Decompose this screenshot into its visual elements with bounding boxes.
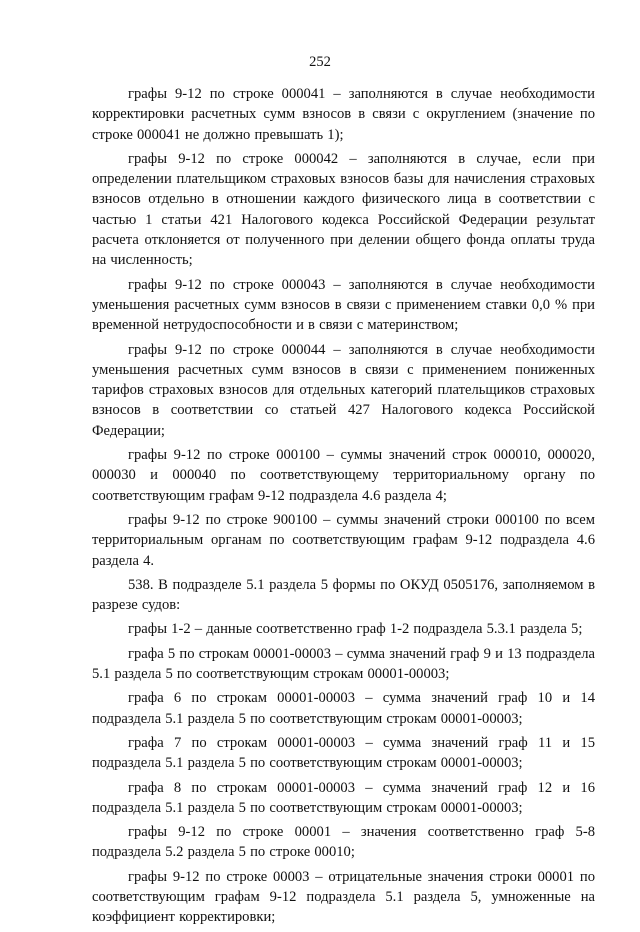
paragraph-columns-1-2: графы 1-2 – данные соответственно граф 1-2 подраздела 5.3.1 раздела 5; xyxy=(128,621,583,638)
paragraph-columns-9-12-row-00003: графы 9-12 по строке 00003 – отрицательные значения строки 00001 по соответствующим графам 9-12 подраздела 5.1 раздела 5, умноженные на коэффициент корректировки; xyxy=(92,868,595,926)
paragraph-000044: графы 9-12 по строке 000044 – заполняются в случае необходимости уменьшения расчетных сумм взносов в связи с применением пониженных тарифов страховых взносов для отдельных категорий плательщиков страховых взносов в соответствии со статьей 427 Налогового кодекса Российской Федерации; xyxy=(92,341,595,439)
paragraph-columns-9-12-row-00001: графы 9-12 по строке 00001 – значения соответственно граф 5-8 подраздела 5.2 раздела 5 по строке 00010; xyxy=(92,824,595,861)
paragraph-000100: графы 9-12 по строке 000100 – суммы значений строк 000010, 000020, 000030 и 000040 по соответствующему территориальному органу по соответствующим графам 9-12 подраздела 4.6 раздела 4; xyxy=(92,447,595,504)
page-number: 252 xyxy=(309,54,331,70)
paragraph-column-8: графа 8 по строкам 00001-00003 – сумма значений граф 12 и 16 подраздела 5.1 раздела 5 по соответствующим строкам 00001-00003; xyxy=(92,779,595,816)
paragraph-000043: графы 9-12 по строке 000043 – заполняются в случае необходимости уменьшения расчетных сумм взносов в связи с применением ставки 0,0 % при временной нетрудоспособности и в связи с материнством; xyxy=(92,276,595,334)
document-body xyxy=(92,84,595,932)
paragraph-column-7: графа 7 по строкам 00001-00003 – сумма значений граф 11 и 15 подраздела 5.1 раздела 5 по соответствующим строкам 00001-00003; xyxy=(92,734,595,772)
paragraph-900100: графы 9-12 по строке 900100 – суммы значений строки 000100 по всем территориальным органам по соответствующим графам 9-12 подраздела 4.6 раздела 4. xyxy=(92,511,595,569)
paragraph-column-5: графа 5 по строкам 00001-00003 – сумма значений граф 9 и 13 подраздела 5.1 раздела 5 по соответствующим строкам 00001-00003; xyxy=(92,645,595,683)
paragraph-000042: графы 9-12 по строке 000042 – заполняются в случае, если при определении плательщиком страховых взносов базы для начисления страховых взносов отдельно в отношении каждого физического лица в соответствии с частью 1 статьи 421 Налогового кодекса Российской Федерации результат расчета отклоняется от полученного при делении общего фонда оплаты труда на численность; xyxy=(92,150,595,269)
paragraph-item-538: 538. В подразделе 5.1 раздела 5 формы по ОКУД 0505176, заполняемом в разрезе судов: xyxy=(92,576,595,614)
paragraph-column-6: графа 6 по строкам 00001-00003 – сумма значений граф 10 и 14 подраздела 5.1 раздела 5 по соответствующим строкам 00001-00003; xyxy=(92,690,595,727)
paragraph-000041: графы 9-12 по строке 000041 – заполняются в случае необходимости корректировки расчетных сумм взносов в связи с округлением (значение по строке 000041 не должно превышать 1); xyxy=(92,86,595,143)
